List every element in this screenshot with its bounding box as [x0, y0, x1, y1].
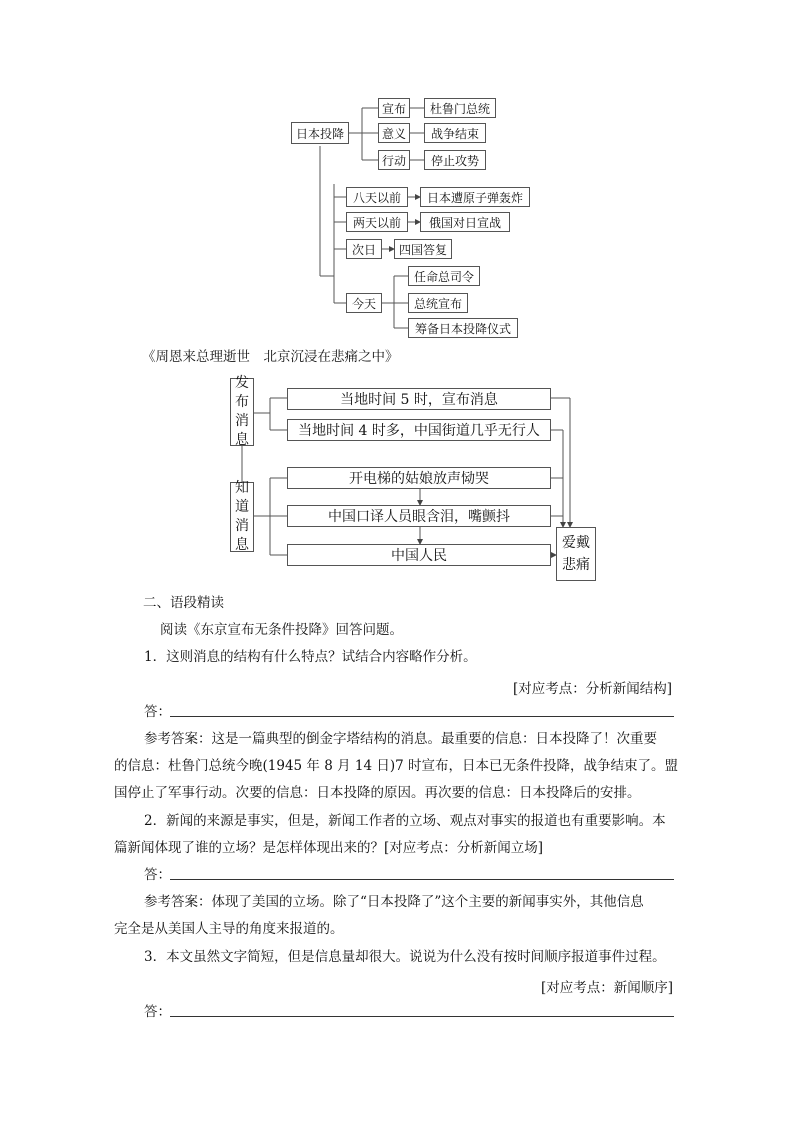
char: 息: [235, 537, 249, 553]
node-know-news: [230, 482, 254, 552]
node-today: 今天: [346, 293, 382, 313]
node-action-target: 停止攻势: [424, 150, 486, 170]
part-title: 二、语段精读: [143, 595, 224, 611]
answer-line-1[interactable]: [170, 716, 674, 717]
node-today-target-3: 筹备日本投降仪式: [408, 318, 518, 338]
result-line-2: 悲痛: [562, 557, 590, 573]
node-two-days-target: 俄国对日宣战: [420, 212, 510, 232]
question-2-text: 篇新闻体现了谁的立场？是怎样体现出来的？: [114, 840, 384, 856]
answer-label-3: 答：: [144, 1004, 171, 1020]
answer-label-2: 答：: [144, 867, 171, 883]
char: 发: [235, 375, 249, 391]
row-know-1: 开电梯的姑娘放声恸哭: [287, 467, 551, 489]
question-3: 3．本文虽然文字简短，但是信息量却很大。说说为什么没有按时间顺序报道事件过程。: [144, 949, 666, 965]
answer-2-line-1: 参考答案：体现了美国的立场。除了“日本投降了”这个主要的新闻事实外，其他信息: [144, 894, 644, 910]
node-result: [556, 527, 596, 581]
node-next-day: 次日: [346, 239, 382, 259]
char: 布: [235, 394, 249, 410]
node-today-target-2: 总统宣布: [408, 293, 468, 313]
node-announce-target: 杜鲁门总统: [424, 98, 496, 118]
node-publish-news: [230, 375, 254, 448]
row-publish-1: 当地时间 5 时，宣布消息: [287, 388, 551, 410]
question-2-line-2: [114, 839, 543, 857]
char: 道: [235, 499, 249, 515]
section-heading: 《周恩来总理逝世 北京沉浸在悲痛之中》: [142, 349, 399, 365]
answer-line-2[interactable]: [170, 879, 674, 880]
row-know-2: 中国口译人员眼含泪，嘴颤抖: [287, 505, 551, 527]
q2-key-point-tag: [对应考点：分析新闻立场]: [384, 840, 544, 856]
result-line-1: 爱戴: [562, 535, 590, 551]
char: 消: [235, 518, 249, 534]
q1-key-point-tag: [对应考点：分析新闻结构]: [513, 681, 673, 697]
answer-2-line-2: 完全是从美国人主导的角度来报道的。: [114, 921, 344, 937]
char: 消: [235, 413, 249, 429]
node-today-target-1: 任命总司令: [408, 266, 480, 286]
question-2-line-1: 2．新闻的来源是事实，但是，新闻工作者的立场、观点对事实的报道也有重要影响。本: [144, 813, 666, 829]
node-two-days: 两天以前: [346, 212, 408, 232]
answer-label-1: 答：: [144, 704, 171, 720]
q3-key-point-tag: [对应考点：新闻顺序]: [541, 980, 674, 996]
node-eight-days-target: 日本遭原子弹轰炸: [420, 187, 530, 207]
question-1: 1．这则消息的结构有什么特点？试结合内容略作分析。: [144, 649, 477, 665]
node-eight-days: 八天以前: [346, 187, 408, 207]
node-meaning: 意义: [378, 123, 410, 143]
node-next-day-target: 四国答复: [394, 239, 452, 259]
answer-1-line-2: 的信息：杜鲁门总统今晚(1945 年 8 月 14 日)7 时宣布，日本已无条件投降，战争结束了。盟: [114, 758, 678, 774]
row-know-3: 中国人民: [287, 544, 551, 566]
node-action: 行动: [378, 150, 410, 170]
node-meaning-target: 战争结束: [424, 123, 486, 143]
answer-1-line-1: 参考答案：这是一篇典型的倒金字塔结构的消息。最重要的信息：日本投降了！次重要: [144, 731, 657, 747]
answer-line-3[interactable]: [170, 1016, 674, 1017]
char: 知: [235, 480, 249, 496]
node-root: 日本投降: [291, 122, 349, 144]
answer-1-line-3: 国停止了军事行动。次要的信息：日本投降的原因。再次要的信息：日本投降后的安排。: [114, 785, 641, 801]
char: 息: [235, 432, 249, 448]
node-announce: 宣布: [378, 98, 410, 118]
row-publish-2: 当地时间 4 时多，中国街道几乎无行人: [287, 419, 551, 441]
reading-intro: 阅读《东京宣布无条件投降》回答问题。: [160, 622, 403, 638]
